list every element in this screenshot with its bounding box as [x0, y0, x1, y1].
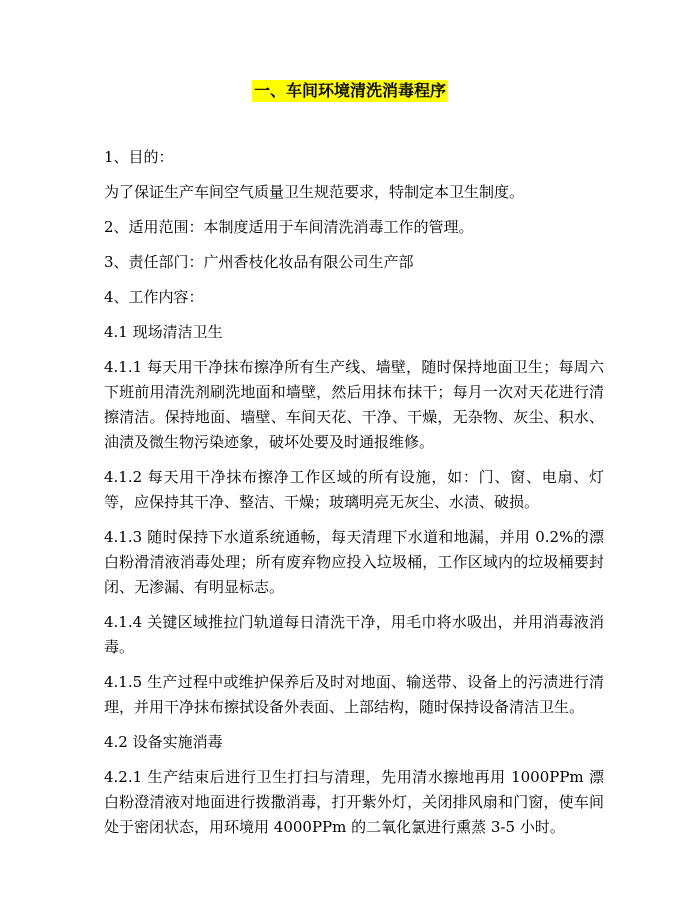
item-4-1-4: 4.1.4 关键区域推拉门轨道每日清洗干净，用毛巾将水吸出，并用消毒液消毒。 — [104, 613, 604, 656]
item-4-2-1: 4.2.1 生产结束后进行卫生打扫与清理，先用清水擦地再用 1000PPm 漂白粉澄清液对地面进行拨撒消毒，打开紫外灯，关闭排风扇和门窗，使车间处于密闭状态，用环境用 4000PPm 的二氧化氯进行熏蒸 3-5 小时。 — [104, 768, 604, 836]
section-scope: 2、适用范围：本制度适用于车间清洗消毒工作的管理。 — [104, 218, 474, 236]
section-purpose-heading: 1、目的： — [104, 148, 174, 166]
document-body — [104, 145, 604, 850]
item-4-1-2: 4.1.2 每天用干净抹布擦净工作区域的所有设施，如：门、窗、电扇、灯等，应保持其干净、整洁、干燥；玻璃明亮无灰尘、水渍、破损。 — [104, 468, 604, 511]
item-4-1-3: 4.1.3 随时保持下水道系统通畅，每天清理下水道和地漏，并用 0.2%的漂白粉滑清液消毒处理；所有废弃物应投入垃圾桶，工作区域内的垃圾桶要封闭、无渗漏、有明显标志。 — [104, 528, 604, 596]
item-4-1-1: 4.1.1 每天用干净抹布擦净所有生产线、墙壁，随时保持地面卫生；每周六下班前用清洗剂刷洗地面和墙壁，然后用抹布抹干；每月一次对天花进行清擦清洁。保持地面、墙壁、车间天花、干净、干燥，无杂物、灰尘、积水、油渍及微生物污染迹象，破坏处要及时通报维修。 — [104, 358, 604, 451]
document-title: 一、车间环境清洗消毒程序 — [253, 81, 446, 100]
section-work-content-heading: 4、工作内容： — [104, 288, 204, 306]
section-responsible-dept: 3、责任部门：广州香枝化妆品有限公司生产部 — [104, 253, 414, 271]
subsection-4-2-heading: 4.2 设备实施消毒 — [104, 733, 223, 751]
item-4-1-5: 4.1.5 生产过程中或维护保养后及时对地面、输送带、设备上的污渍进行清理，并用干净抹布擦拭设备外表面、上部结构，随时保持设备清洁卫生。 — [104, 673, 604, 716]
title-wrapper — [0, 80, 700, 102]
section-purpose-text: 为了保证生产车间空气质量卫生规范要求，特制定本卫生制度。 — [104, 183, 525, 201]
subsection-4-1-heading: 4.1 现场清洁卫生 — [104, 323, 223, 341]
